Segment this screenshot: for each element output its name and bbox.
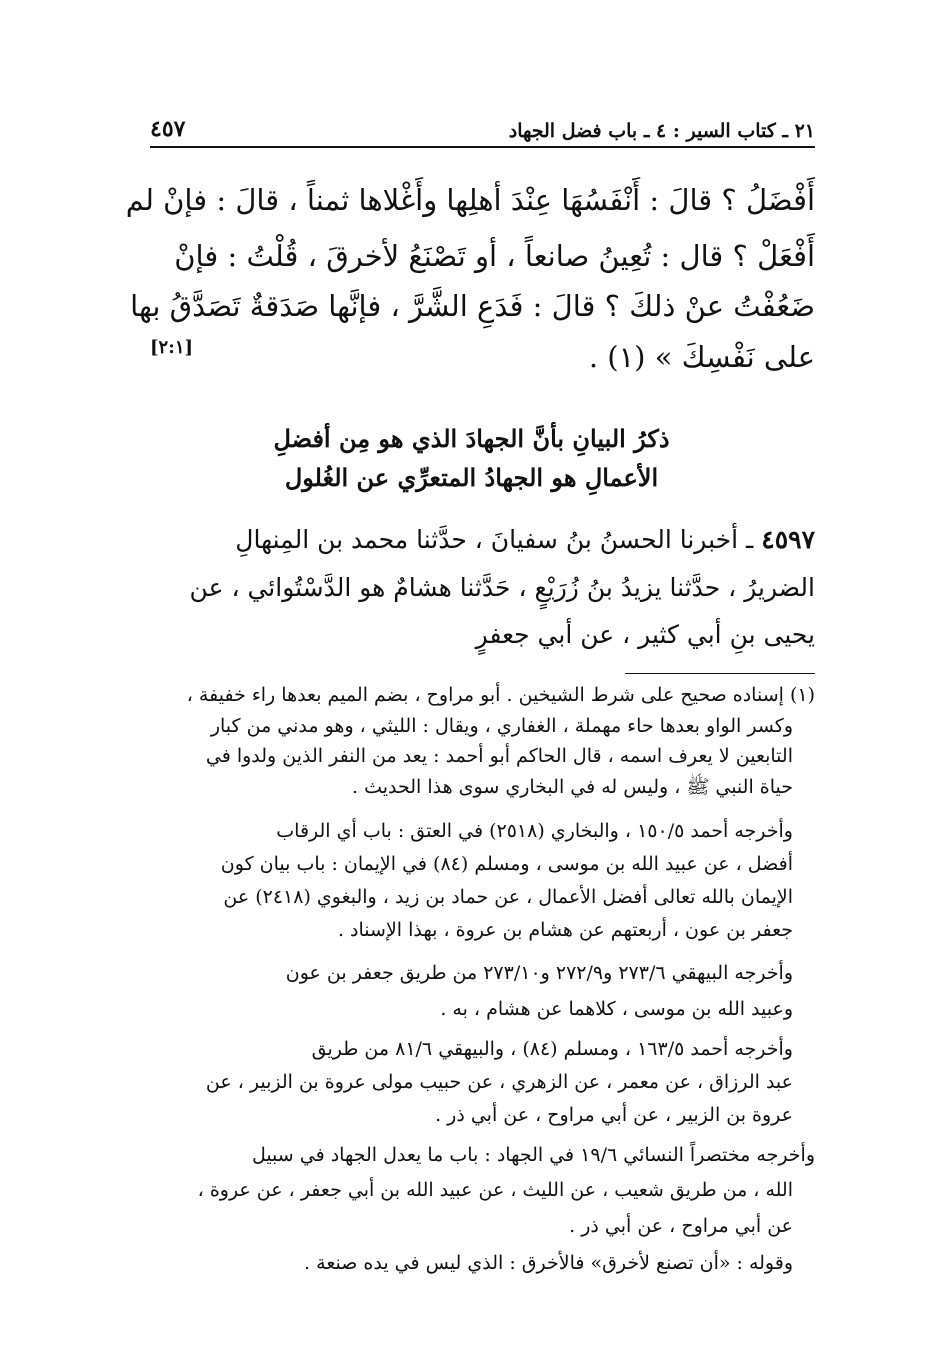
body-line: أَفْضَلُ ؟ قالَ : أَنْفَسُهَا عِنْدَ أهلِها وأَغْلاها ثمناً ، قالَ : فإنْ لم <box>125 183 815 217</box>
page-header <box>150 112 815 148</box>
footnote-line: (١) إسناده صحيح على شرط الشيخين . أبو مراوح ، بضم الميم بعدها راء خفيفة ، <box>186 684 815 706</box>
hadith-number: ٤٥٩٧ <box>761 525 815 554</box>
footnote-line: وأخرجه أحمد ١٥٠/٥ ، والبخاري (٢٥١٨) في العتق : باب أي الرقاب <box>276 820 793 842</box>
footnote-line: وكسر الواو بعدها حاء مهملة ، الغفاري ، ويقال : الليثي ، وهو مدني من كبار <box>210 715 793 737</box>
hadith-line-2: الضريرُ ، حدَّثنا يزيدُ بنُ زُرَيْعٍ ، حَدَّثنا هشامٌ هو الدَّسْتُوائي ، عن <box>189 573 815 602</box>
hadith-line-3: يحيى بنِ أبي كثير ، عن أبي جعفرٍ <box>475 620 815 649</box>
hadith-line-1 <box>140 522 815 558</box>
footnote-line: حياة النبي ﷺ ، وليس له في البخاري سوى هذا الحديث . <box>352 776 793 798</box>
footnote-line: وأخرجه مختصراً النسائي ١٩/٦ في الجهاد : باب ما يعدل الجهاد في سبيل <box>251 1144 815 1166</box>
section-heading-line-1: ذكرُ البيانِ بأنَّ الجهادَ الذي هو مِن أفضلِ <box>273 424 670 453</box>
footnote-line: عروة بن الزبير ، عن أبي مراوح ، عن أبي ذر . <box>435 1104 793 1126</box>
footnote-line: الله ، من طريق شعيب ، عن الليث ، عن عبيد الله بن أبي جعفر ، عن عروة ، <box>197 1179 793 1201</box>
footnote-rule <box>625 673 815 674</box>
footnote-line: عبد الرزاق ، عن معمر ، عن الزهري ، عن حبيب مولى عروة بن الزبير ، عن <box>205 1071 793 1093</box>
footnote-line: وأخرجه البيهقي ٢٧٣/٦ و٢٧٢/٩ و٢٧٣/١٠ من طريق جعفر بن عون <box>285 962 793 984</box>
section-heading-line-2: الأعمالِ هو الجهادُ المتعرِّي عن الغُلول <box>284 463 659 492</box>
footnote-line: وعبيد الله بن موسى ، كلاهما عن هشام ، به . <box>440 998 793 1020</box>
footnote-line: وقوله : «أن تصنع لأخرق» فالأخرق : الذي ليس في يده صنعة . <box>304 1252 793 1274</box>
page-number: ٤٥٧ <box>150 116 186 142</box>
footnote-line: جعفر بن عون ، أربعتهم عن هشام بن عروة ، بهذا الإسناد . <box>337 919 793 941</box>
hadith-reference: [٢:١] <box>150 337 194 358</box>
footnote-line: الإيمان بالله تعالى أفضل الأعمال ، عن حماد بن زيد ، والبغوي (٢٤١٨) عن <box>223 886 793 908</box>
footnote-line: التابعين لا يعرف اسمه ، قال الحاكم أبو أحمد : يعد من النفر الذين ولدوا في <box>205 745 793 767</box>
footnote-line: عن أبي مراوح ، عن أبي ذر . <box>569 1215 793 1237</box>
body-line: على نَفْسِكَ » (١) . <box>588 340 815 374</box>
body-line: أَفْعَلْ ؟ قال : تُعِينُ صانعاً ، أو تَصْنَعُ لأخرقَ ، قُلْتُ : فإنْ <box>174 239 815 273</box>
footnote-line: أفضل ، عن عبيد الله بن موسى ، ومسلم (٨٤) في الإيمان : باب بيان كون <box>220 853 793 875</box>
body-line: ضَعُفْتُ عنْ ذلكَ ؟ قالَ : فَدَعِ الشَّرَّ ، فإنَّها صَدَقةٌ تَصَدَّقُ بها <box>130 289 815 323</box>
footnote-line: وأخرجه أحمد ١٦٣/٥ ، ومسلم (٨٤) ، والبيهقي ٨١/٦ من طريق <box>311 1038 793 1060</box>
running-title: ٢١ ـ كتاب السير : ٤ ـ باب فضل الجهاد <box>508 120 815 142</box>
hadith-text: ـ أخبرنا الحسنُ بنُ سفيانَ ، حدَّثنا محمد بن المِنهالِ <box>235 525 754 554</box>
